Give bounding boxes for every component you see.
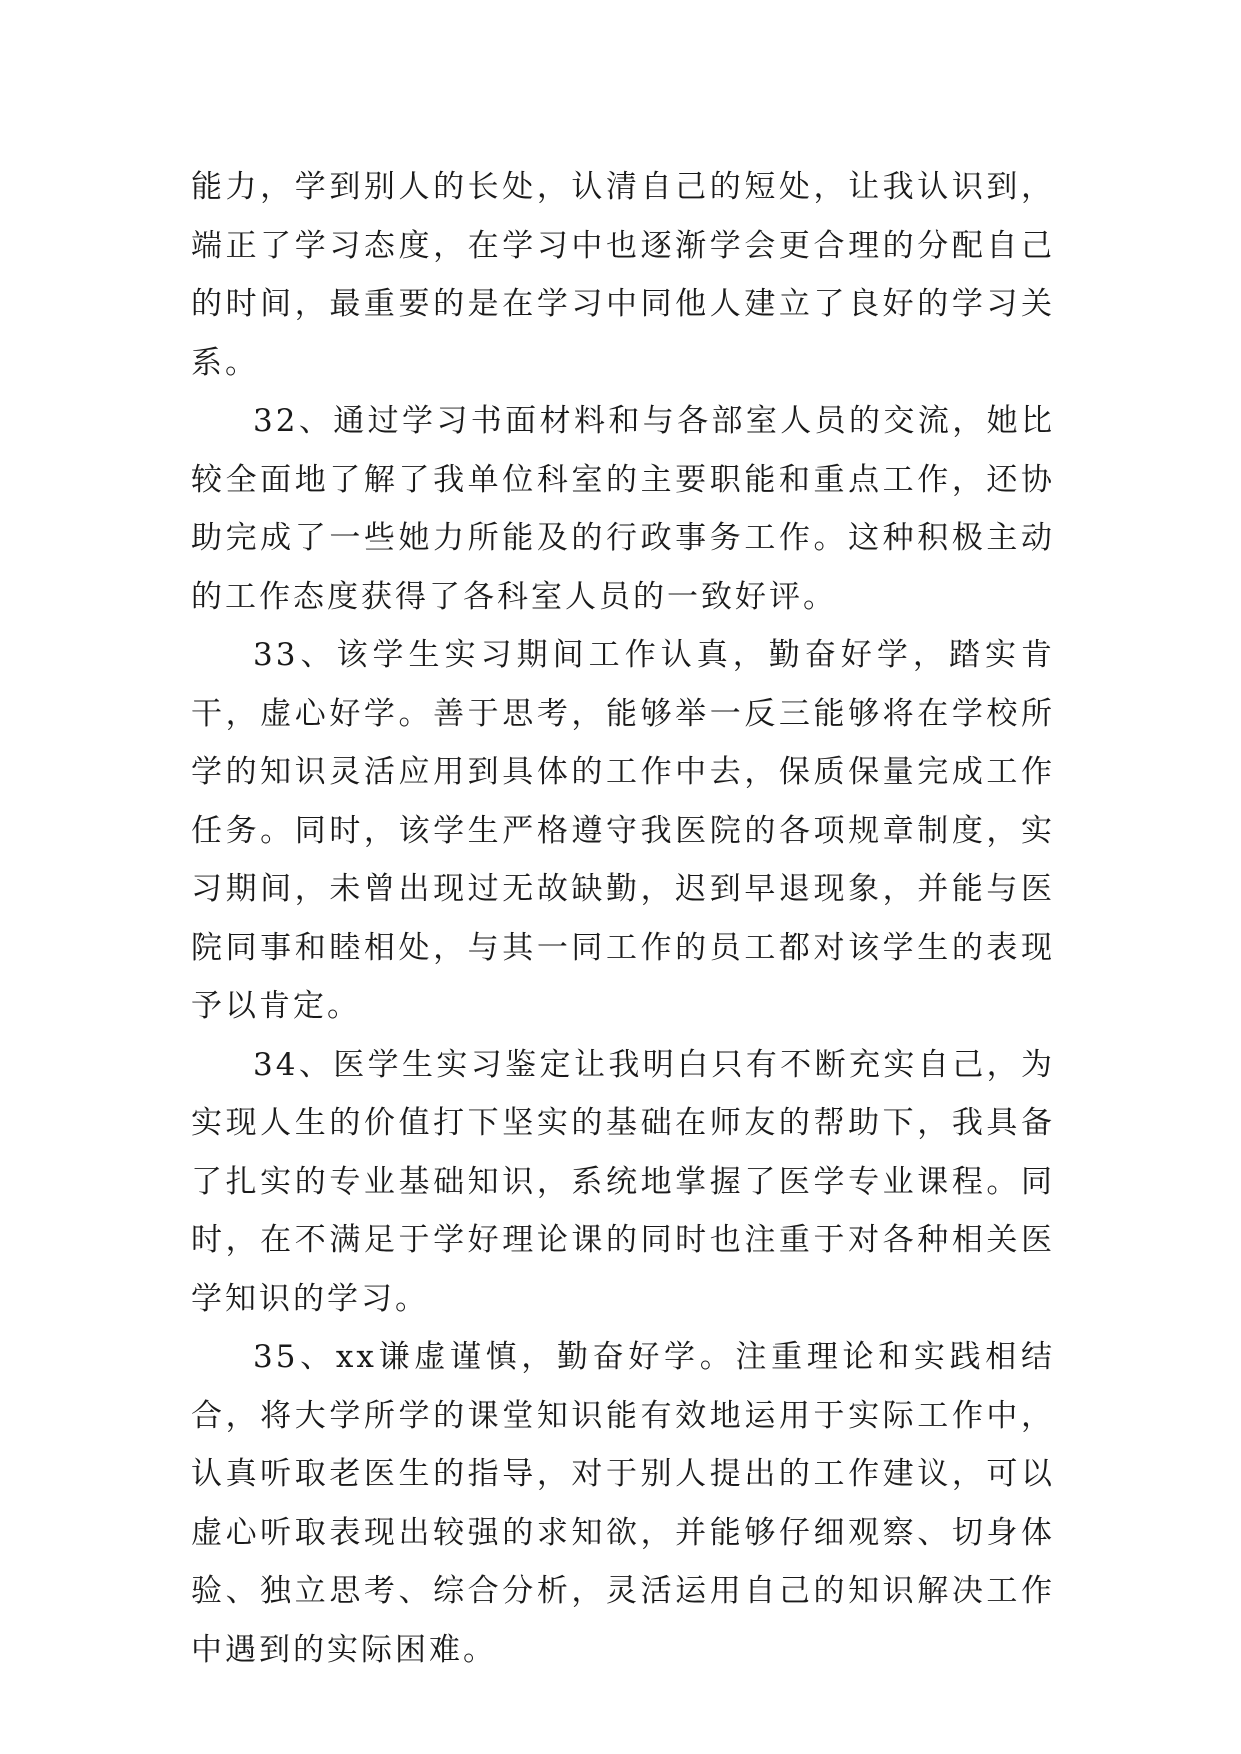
paragraph-continued: 能力，学到别人的长处，认清自己的短处，让我认识到，端正了学习态度，在学习中也逐渐学会更合理的分配自己的时间，最重要的是在学习中同他人建立了良好的学习关系。 [191,169,1055,381]
paragraph-33: 33、该学生实习期间工作认真，勤奋好学，踏实肯干，虚心好学。善于思考，能够举一反三能够将在学校所学的知识灵活应用到具体的工作中去，保质保量完成工作任务。同时，该学生严格遵守我医院的各项规章制度，实习期间，未曾出现过无故缺勤，迟到早退现象，并能与医院同事和睦相处，与其一同工作的员工都对该学生的表现予以肯定。 [191,637,1055,1024]
document-body [191,158,1055,1679]
paragraph-32: 32、通过学习书面材料和与各部室人员的交流，她比较全面地了解了我单位科室的主要职能和重点工作，还协助完成了一些她力所能及的行政事务工作。这种积极主动的工作态度获得了各科室人员的一致好评。 [191,403,1055,615]
paragraph-35: 35、xx谦虚谨慎，勤奋好学。注重理论和实践相结合，将大学所学的课堂知识能有效地运用于实际工作中，认真听取老医生的指导，对于别人提出的工作建议，可以虚心听取表现出较强的求知欲，并能够仔细观察、切身体验、独立思考、综合分析，灵活运用自己的知识解决工作中遇到的实际困难。 [191,1339,1055,1668]
paragraph-34: 34、医学生实习鉴定让我明白只有不断充实自己，为实现人生的价值打下坚实的基础在师友的帮助下，我具备了扎实的专业基础知识，系统地掌握了医学专业课程。同时，在不满足于学好理论课的同时也注重于对各种相关医学知识的学习。 [191,1046,1055,1317]
